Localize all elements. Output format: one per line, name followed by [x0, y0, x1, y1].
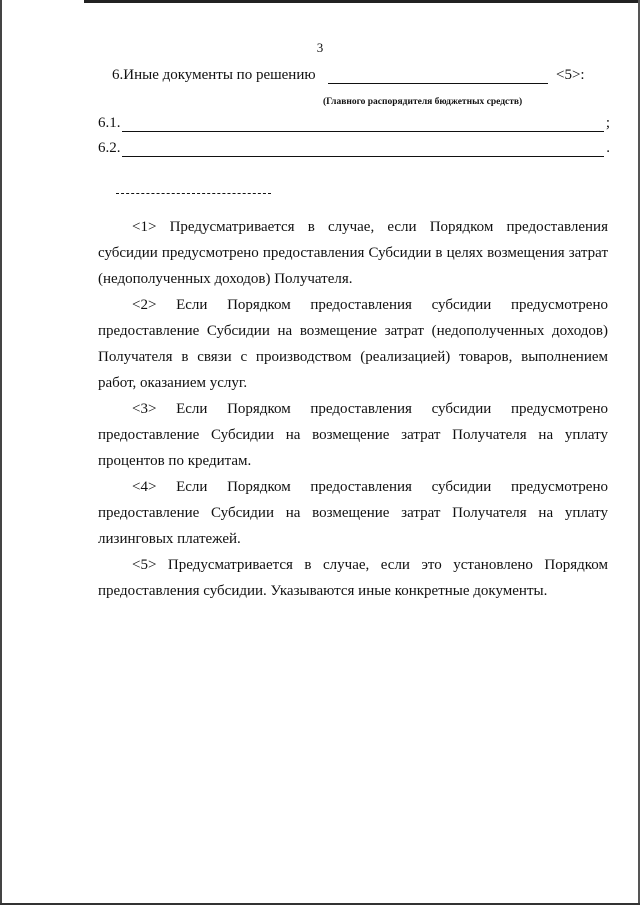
- subline-blank-field: [122, 156, 604, 157]
- footnote-separator: [116, 193, 271, 194]
- footnote-5: <5> Предусматривается в случае, если это установлено Порядком предоставления субсидии. Указываются иные конкретные документы.: [98, 557, 608, 599]
- page-number: 3: [316, 40, 324, 55]
- section-6-caption: (Главного распорядителя бюджетных средств): [323, 97, 523, 107]
- section-6-blank-field: [328, 83, 548, 84]
- footnote-1: <1> Предусматривается в случае, если Порядком предоставления субсидии предусмотрено предоставления Субсидии в целях возмещения затрат (недополученных доходов) Получателя.: [98, 219, 608, 287]
- subline-terminator: .: [606, 140, 610, 156]
- scan-border-left: [0, 0, 2, 905]
- footnote-4: <4> Если Порядком предоставления субсидии предусмотрено предоставление Субсидии на возмещение затрат Получателя на уплату лизинговых платежей.: [98, 479, 608, 547]
- subline-6-2: [98, 140, 618, 160]
- scan-border-top: [84, 0, 640, 3]
- section-6-label: 6.Иные документы по решению: [112, 67, 316, 83]
- subline-terminator: ;: [605, 115, 610, 131]
- subline-6-1: [98, 115, 618, 135]
- subline-blank-field: [122, 131, 604, 132]
- subline-number: 6.1.: [98, 115, 121, 131]
- section-6-line: [112, 67, 585, 84]
- footnote-3: <3> Если Порядком предоставления субсидии предусмотрено предоставление Субсидии на возмещение затрат Получателя на уплату процентов по кредитам.: [98, 401, 608, 469]
- subline-number: 6.2.: [98, 140, 121, 156]
- footnote-2: <2> Если Порядком предоставления субсидии предусмотрено предоставление Субсидии на возмещение затрат (недополученных доходов) Получателя в связи с производством (реализацией) товаров, выполнением работ, оказанием услуг.: [98, 297, 608, 391]
- section-6-footnote-ref: <5>:: [556, 67, 585, 83]
